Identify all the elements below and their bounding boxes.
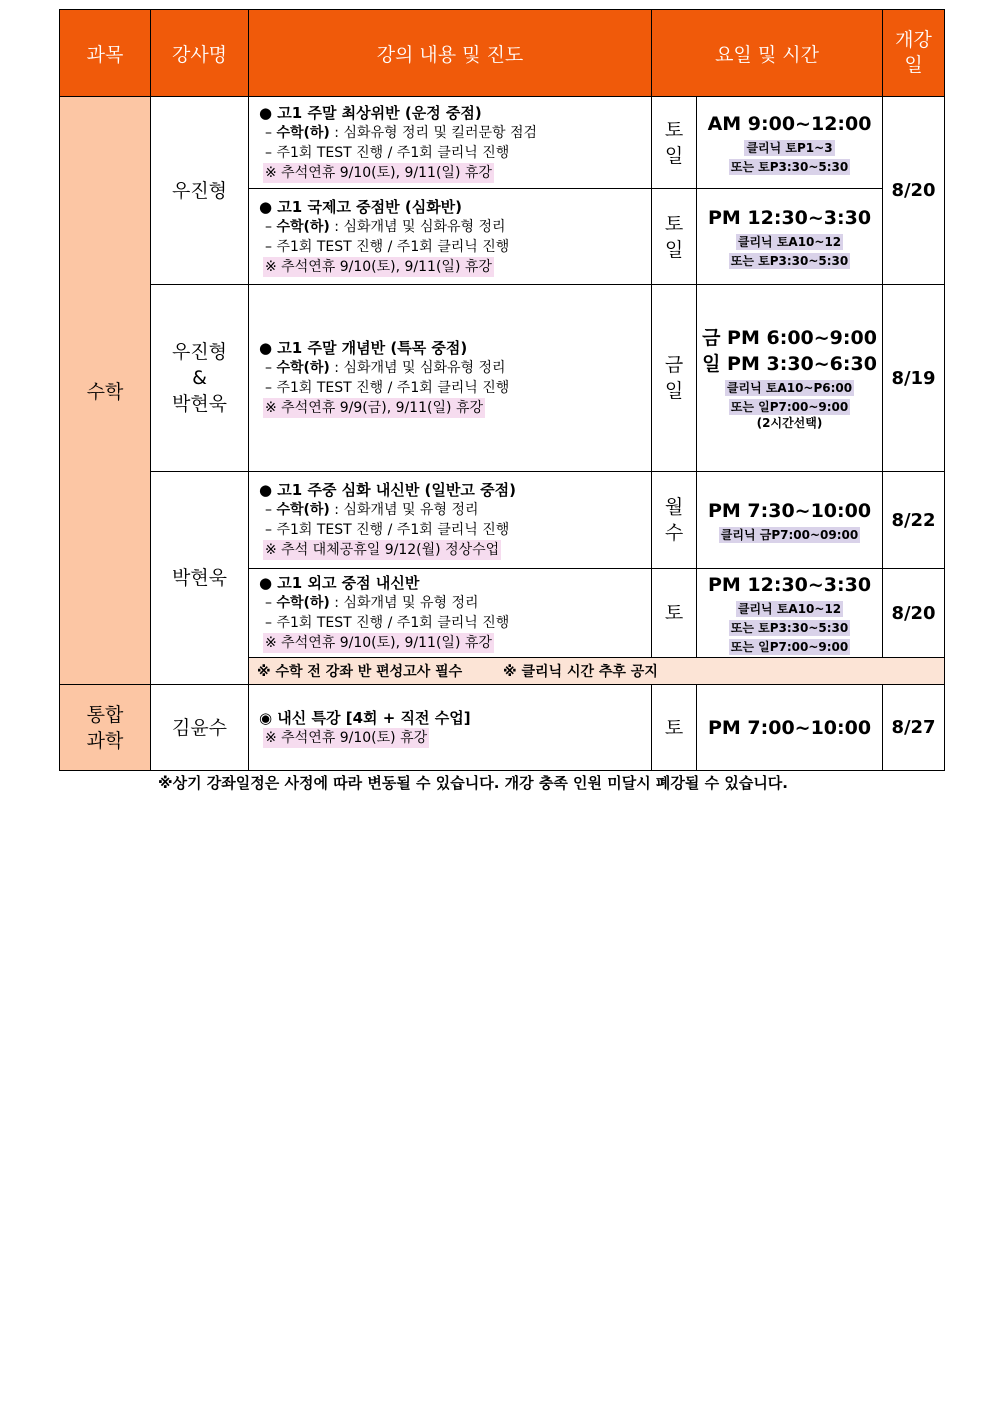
teacher-woo-park [151,285,249,472]
day-1: 금 [664,354,684,376]
day-1: 토 [664,118,684,141]
teacher-name: 박현욱 [171,393,228,415]
time-main: PM 7:00~10:00 [707,716,872,739]
notice-clinic: ※ 클리닉 시간 추후 공지 [503,664,658,680]
class-time [697,569,883,658]
course-content [249,97,652,189]
class-day [652,285,697,472]
day-2: 일 [664,144,684,167]
time-main: 일 PM 3:30~6:30 [702,353,877,375]
clinic-time: 클리닉 토A10~12 [737,234,842,249]
holiday-note: ※ 추석연휴 9/10(토), 9/11(일) 휴강 [265,635,492,651]
day-2: 일 [664,238,684,261]
course-line: – 주1회 TEST 진행 / 주1회 클리닉 진행 [265,522,510,538]
footer-disclaimer: ※상기 강좌일정은 사정에 따라 변동될 수 있습니다. 개강 충족 인원 미달시 폐강될 수 있습니다. [158,774,789,792]
course-desc: 주1회 TEST 진행 / 주1회 클리닉 진행 [276,238,510,255]
course-subject: 수학(하) [276,218,330,235]
teacher-name: 우진형 [171,341,228,363]
class-time [697,472,883,569]
course-line: – 수학(하) : 심화개념 및 심화유형 정리 [265,360,506,376]
course-content [249,569,652,658]
course-desc: : 심화개념 및 유형 정리 [329,595,479,611]
header-open-line2: 일 [904,54,923,76]
course-line: – 수학(하) : 심화유형 정리 및 킬러문항 점검 [265,124,538,141]
course-content [249,189,652,285]
day-2: 수 [664,522,684,544]
schedule-table [59,9,945,771]
course-title: ● 고1 주말 최상위반 (운정 중점) [259,103,482,122]
course-subject: 수학(하) [276,360,330,376]
clinic-time: 클리닉 토A10~12 [737,601,842,616]
header-open-date [883,10,945,97]
course-desc: : 심화개념 및 유형 정리 [329,502,479,518]
clinic-time: 또는 토P3:30~5:30 [730,253,849,268]
time-main: AM 9:00~12:00 [707,112,872,135]
course-desc: 주1회 TEST 진행 / 주1회 클리닉 진행 [276,144,510,161]
table-row [60,685,945,771]
clinic-time: 또는 일P7:00~9:00 [730,400,849,414]
teacher-woo: 우진형 [151,97,249,285]
course-desc: : 심화개념 및 심화유형 정리 [329,360,506,376]
course-title: ● 고1 외고 중점 내신반 [259,574,420,592]
clinic-time: 또는 토P3:30~5:30 [730,620,849,635]
holiday-note: ※ 추석 대체공휴일 9/12(월) 정상수업 [265,542,500,558]
time-main: PM 12:30~3:30 [707,206,872,229]
clinic-time: 클리닉 토A10~P6:00 [726,381,853,395]
course-title: ◉ 내신 특강 [4회 + 직전 수업] [259,708,471,727]
course-line: – 주1회 TEST 진행 / 주1회 클리닉 진행 [265,238,510,255]
course-desc: 주1회 TEST 진행 / 주1회 클리닉 진행 [276,522,510,538]
course-subject: 수학(하) [276,124,330,141]
header-schedule: 요일 및 시간 [652,10,883,97]
course-desc: : 심화개념 및 심화유형 정리 [329,218,506,235]
class-day: 토 [652,685,697,771]
day-1: 토 [664,212,684,235]
table-row [60,472,945,569]
subject-line: 통합 [86,703,124,726]
subject-math: 수학 [60,97,151,685]
course-line: – 수학(하) : 심화개념 및 유형 정리 [265,502,479,518]
subject-science [60,685,151,771]
open-date: 8/22 [883,472,945,569]
holiday-note: ※ 추석연휴 9/10(토) 휴강 [265,729,428,746]
class-time [697,285,883,472]
class-day [652,472,697,569]
class-time [697,685,883,771]
course-line: – 주1회 TEST 진행 / 주1회 클리닉 진행 [265,144,510,161]
day-1: 월 [664,496,684,518]
course-subject: 수학(하) [276,502,330,518]
time-main: 금 PM 6:00~9:00 [702,327,877,349]
holiday-note: ※ 추석연휴 9/10(토), 9/11(일) 휴강 [265,164,492,181]
header-content: 강의 내용 및 진도 [249,10,652,97]
course-content [249,472,652,569]
class-time [697,97,883,189]
holiday-note: ※ 추석연휴 9/10(토), 9/11(일) 휴강 [265,258,492,275]
header-open-line1: 개강 [895,29,932,51]
course-line: – 수학(하) : 심화개념 및 심화유형 정리 [265,218,506,235]
table-row [60,97,945,189]
open-date: 8/19 [883,285,945,472]
clinic-time: 클리닉 토P1~3 [746,140,833,155]
course-line: – 주1회 TEST 진행 / 주1회 클리닉 진행 [265,615,510,631]
class-day [652,97,697,189]
notice-bar [249,658,945,685]
course-title: ● 고1 주말 개념반 (특목 중점) [259,339,468,357]
clinic-time: 클리닉 금P7:00~09:00 [720,527,859,542]
clinic-note: (2시간선택) [756,416,823,430]
course-desc: 주1회 TEST 진행 / 주1회 클리닉 진행 [276,380,510,396]
header-row [60,10,945,97]
time-main: PM 7:30~10:00 [707,499,872,522]
table-row [60,285,945,472]
class-time [697,189,883,285]
open-date: 8/20 [883,97,945,285]
class-day [652,189,697,285]
holiday-note: ※ 추석연휴 9/9(금), 9/11(일) 휴강 [265,400,483,416]
course-subject: 수학(하) [276,595,330,611]
class-day: 토 [652,569,697,658]
course-desc: 주1회 TEST 진행 / 주1회 클리닉 진행 [276,615,510,631]
clinic-time: 또는 토P3:30~5:30 [730,159,849,174]
teacher-amp: & [192,367,207,389]
teacher-kim: 김윤수 [151,685,249,771]
open-date: 8/27 [883,685,945,771]
header-teacher: 강사명 [151,10,249,97]
course-content [249,285,652,472]
course-line: – 수학(하) : 심화개념 및 유형 정리 [265,595,479,611]
course-title: ● 고1 국제고 중점반 (심화반) [259,197,463,216]
time-main: PM 12:30~3:30 [707,573,872,596]
subject-line: 과학 [86,729,124,752]
course-desc: : 심화유형 정리 및 킬러문항 점검 [329,124,538,141]
clinic-time: 또는 일P7:00~9:00 [730,639,849,654]
teacher-park: 박현욱 [151,472,249,685]
day-2: 일 [664,380,684,402]
course-title: ● 고1 주중 심화 내신반 (일반고 중점) [259,481,516,499]
notice-placement-test: ※ 수학 전 강좌 반 편성고사 필수 [257,664,463,680]
header-subject: 과목 [60,10,151,97]
open-date: 8/20 [883,569,945,658]
course-line: – 주1회 TEST 진행 / 주1회 클리닉 진행 [265,380,510,396]
course-content [249,685,652,771]
